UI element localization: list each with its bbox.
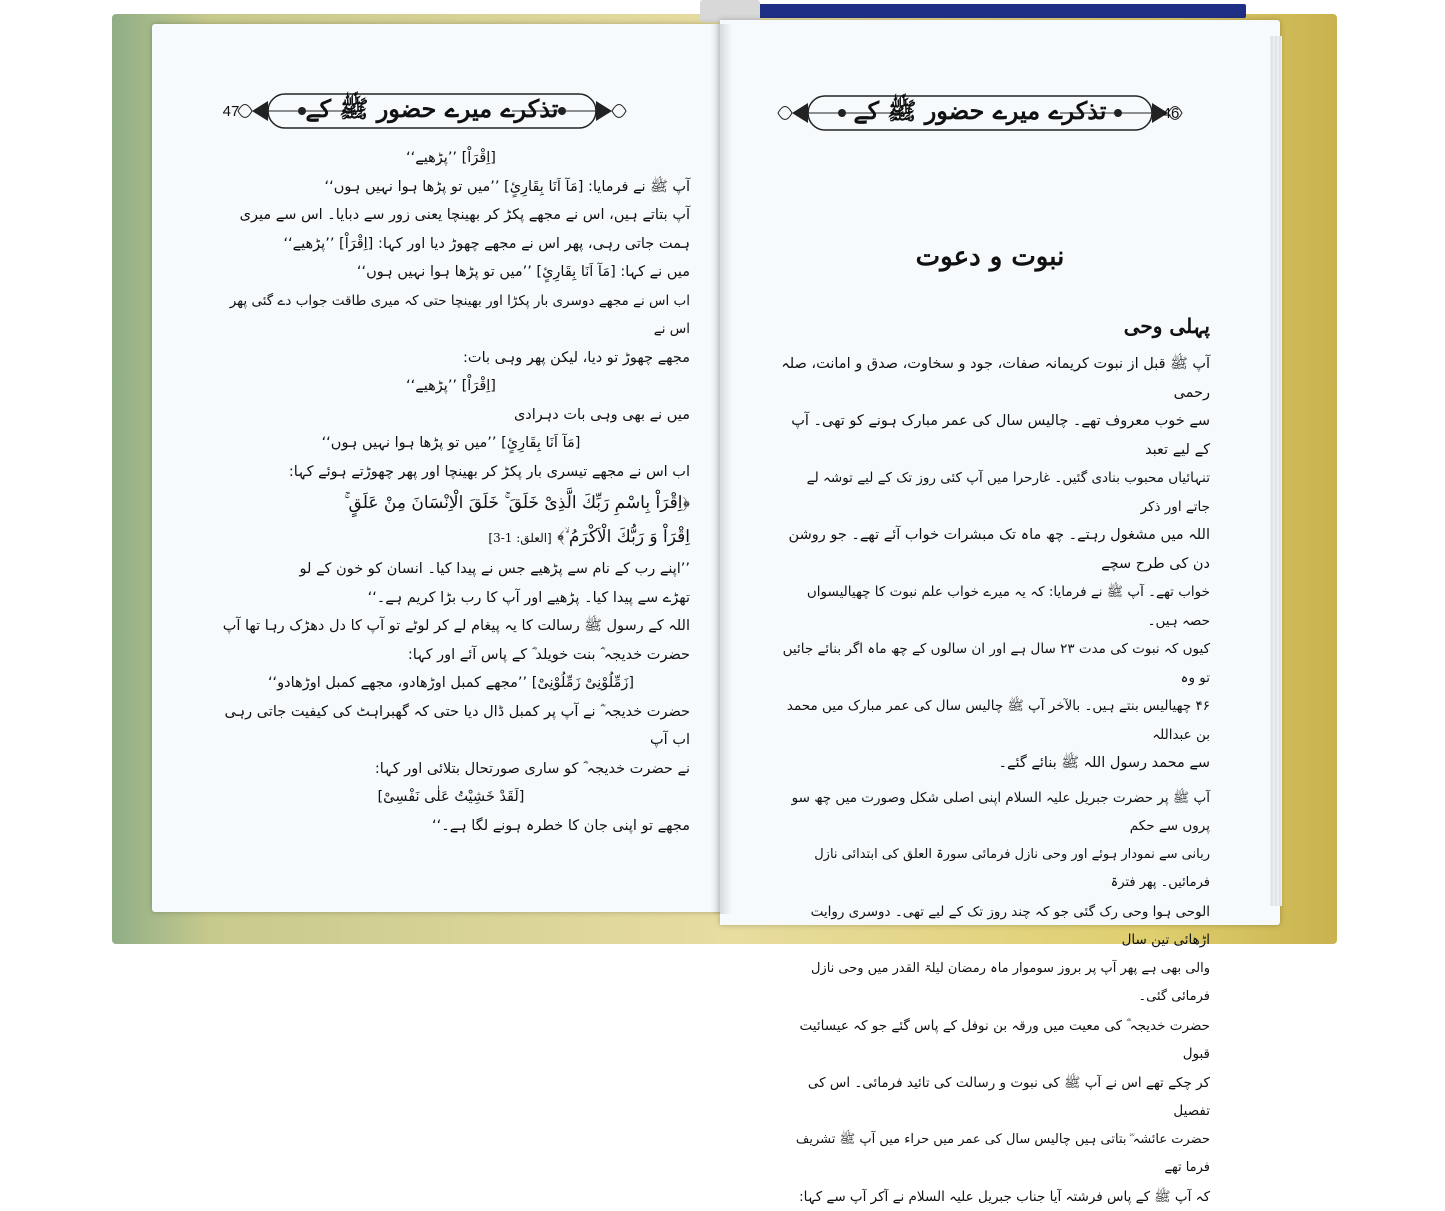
quran-verse-end: اِقْرَاْ وَ رَبُّكَ الْاَكْرَمُ ۙ﴾ bbox=[557, 527, 690, 547]
left-page-body bbox=[212, 144, 690, 840]
text-line: حضرت خدیجہ ؓ نے آپ پر کمبل ڈال دیا حتی کہ گھبراہٹ کی کیفیت جاتی رہی اب آپ bbox=[212, 698, 690, 755]
text-line: کر چکے تھے اس نے آپ ﷺ کی نبوت و رسالت کی تائید فرمائی۔ اس کی تفصیل bbox=[780, 1069, 1210, 1126]
text-line: [زَمِّلُوْنِىْ زَمِّلُوْنِىْ] ’’مجھے کمبل اوڑھادو، مجھے کمبل اوڑھادو‘‘ bbox=[212, 669, 690, 698]
page-stack-edge bbox=[1270, 36, 1282, 906]
text-line: [مَآ اَنَا بِقَارِئٍ] ’’میں تو پڑھا ہوا نہیں ہوں‘‘ bbox=[212, 429, 690, 458]
text-line: اب اس نے مجھے تیسری بار پکڑ کر بھینچا اور پھر چھوڑتے ہوئے کہا: bbox=[212, 458, 690, 487]
text-line: حضرت خدیجہ ؓ کی معیت میں ورقہ بن نوفل کے پاس گئے جو کہ عیسائیت قبول bbox=[780, 1012, 1210, 1069]
text-line: الوحی ہوا وحی رک گئی جو کہ چند روز تک کے لیے تھی۔ دوسری روایت اڑھائی تین سال bbox=[780, 898, 1210, 955]
text-line: [اِقْرَاْ] ’’پڑھیے‘‘ bbox=[212, 144, 690, 173]
verse-reference: [العلق: 1-3] bbox=[488, 531, 551, 545]
section-heading: پہلی وحی bbox=[1124, 314, 1210, 338]
text-line: حضرت خدیجہ ؓ بنت خویلد ؓ کے پاس آئے اور کہا: bbox=[212, 641, 690, 670]
right-page-body bbox=[780, 350, 1210, 1211]
cover-top-band bbox=[746, 4, 1246, 18]
chapter-title: نبوت و دعوت bbox=[880, 242, 1100, 272]
text-line: کہ آپ ﷺ کے پاس فرشتہ آیا جناب جبریل علیہ السلام نے آکر آپ سے کہا: bbox=[780, 1183, 1210, 1211]
text-line: سے محمد رسول اللہ ﷺ بنائے گئے۔ bbox=[780, 749, 1210, 778]
text-line: مجھے تو اپنی جان کا خطرہ ہونے لگا ہے۔‘‘ bbox=[212, 812, 690, 841]
quran-verse: ﴿اِقْرَاْ بِاسْمِ رَبِّكَ الَّذِىْ خَلَقَ ۚ خَلَقَ الْاِنْسَانَ مِنْ عَلَقٍ ۚ bbox=[212, 486, 690, 520]
text-line: حضرت عائشہ ؓ بتاتی ہیں چالیس سال کی عمر میں حراء میں آپ ﷺ تشریف فرما تھے bbox=[780, 1126, 1210, 1183]
text-line: سے خوب معروف تھے۔ چالیس سال کی عمر مبارک ہونے کو تھی۔ آپ کے لیے تعبد bbox=[780, 407, 1210, 464]
text-line: میں نے بھی وہی بات دہرادی bbox=[212, 401, 690, 430]
text-line: ہمت جاتی رہی، پھر اس نے مجھے چھوڑ دیا اور کہا: [اِقْرَاْ] ’’پڑھیے‘‘ bbox=[212, 230, 690, 259]
text-line: اب اس نے مجھے دوسری بار پکڑا اور بھینچا حتی کہ میری طاقت جواب دے گئی پھر اس نے bbox=[212, 287, 690, 344]
text-line: تنہائیاں محبوب بنادی گئیں۔ غارحرا میں آپ کئی روز تک کے لیے توشہ لے جاتے اور ذکر bbox=[780, 464, 1210, 521]
text-line: آپ بتاتے ہیں، اس نے مجھے پکڑ کر بھینچا یعنی زور سے دبایا۔ اس سے میری bbox=[212, 201, 690, 230]
right-page-header bbox=[770, 88, 1190, 138]
book-gutter bbox=[710, 24, 732, 914]
running-title: تذکرے میرے حضور ﷺ کے bbox=[306, 94, 559, 129]
text-line: ربانی سے نمودار ہوئے اور وحی نازل فرمائی سورۃ العلق کی ابتدائی نازل فرمائیں۔ پھر فترۃ bbox=[780, 841, 1210, 898]
left-page-header bbox=[232, 86, 632, 136]
left-page bbox=[152, 24, 720, 912]
text-line: ۴۶ چھیالیس بنتے ہیں۔ بالآخر آپ ﷺ چالیس سال کی عمر مبارک میں محمد بن عبداللہ bbox=[780, 692, 1210, 749]
text-line: خواب تھے۔ آپ ﷺ نے فرمایا: کہ یہ میرے خواب علم نبوت کا چھیالیسواں حصہ ہیں۔ bbox=[780, 578, 1210, 635]
right-page bbox=[720, 20, 1280, 925]
text-line: میں نے کہا: [مَآ اَنَا بِقَارِئٍ] ’’میں تو پڑھا ہوا نہیں ہوں‘‘ bbox=[212, 258, 690, 287]
text-line: اللہ کے رسول ﷺ رسالت کا یہ پیغام لے کر لوٹے تو آپ کا دل دھڑک رہا تھا آپ bbox=[212, 612, 690, 641]
text-line: مجھے چھوڑ تو دیا، لیکن پھر وہی بات: bbox=[212, 344, 690, 373]
text-line: آپ ﷺ نے فرمایا: [مَآ اَنَا بِقَارِئٍ] ’’میں تو پڑھا ہوا نہیں ہوں‘‘ bbox=[212, 173, 690, 202]
running-title: تذکرے میرے حضور ﷺ کے bbox=[854, 96, 1107, 131]
text-line: والی بھی ہے پھر آپ پر بروز سوموار ماہ رمضان لیلۃ القدر میں وحی نازل فرمائی گئی۔ bbox=[780, 955, 1210, 1012]
page-number: 47 bbox=[216, 98, 246, 124]
text-line: نے حضرت خدیجہ ؓ کو ساری صورتحال بتلائی اور کہا: bbox=[212, 755, 690, 784]
page-number: 46 bbox=[1156, 100, 1186, 126]
text-line: [اِقْرَاْ] ’’پڑھیے‘‘ bbox=[212, 372, 690, 401]
quran-verse bbox=[212, 520, 690, 555]
text-line: تھڑے سے پیدا کیا۔ پڑھیے اور آپ کا رب بڑا کریم ہے۔‘‘ bbox=[212, 584, 690, 613]
text-line: آپ ﷺ قبل از نبوت کریمانہ صفات، جود و سخاوت، صدق و امانت، صلہ رحمی bbox=[780, 350, 1210, 407]
bookmark-ribbon bbox=[700, 0, 760, 22]
text-line: [لَقَدْ خَشِيْتُ عَلٰى نَفْسِىْ] bbox=[212, 783, 690, 812]
text-line: ’’اپنے رب کے نام سے پڑھیے جس نے پیدا کیا۔ انسان کو خون کے لو bbox=[212, 555, 690, 584]
text-line: کیوں کہ نبوت کی مدت ۲۳ سال ہے اور ان سالوں کے چھ ماہ اگر بنائے جائیں تو وہ bbox=[780, 635, 1210, 692]
text-line: اللہ میں مشغول رہتے۔ چھ ماہ تک مبشرات خواب آئے تھے۔ جو روشن دن کی طرح سچے bbox=[780, 521, 1210, 578]
text-line: آپ ﷺ پر حضرت جبریل علیہ السلام اپنی اصلی شکل وصورت میں چھ سو پروں سے حکم bbox=[780, 784, 1210, 841]
